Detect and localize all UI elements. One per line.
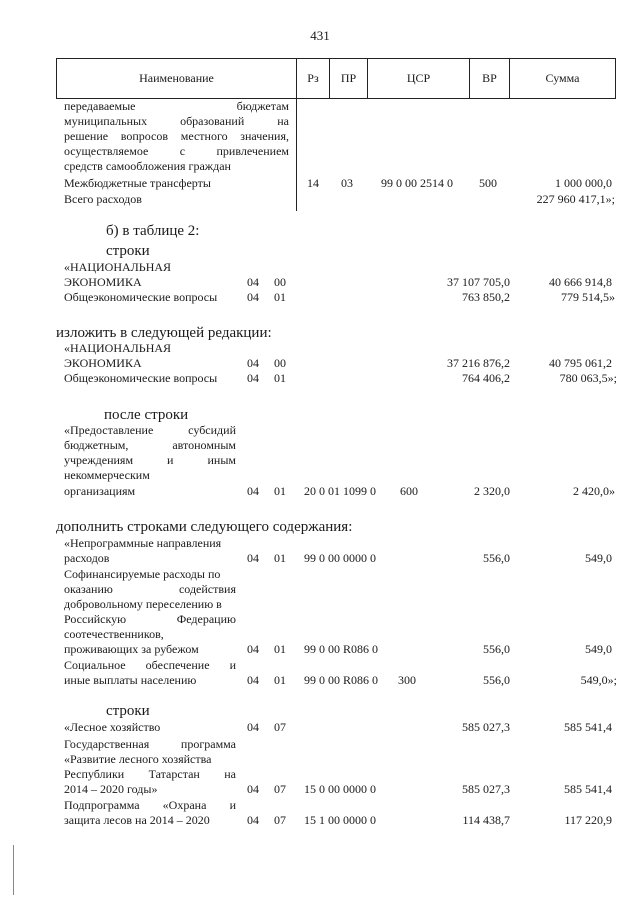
row-sum: 549,0»; [580,673,617,687]
section-label: изложить в следующей редакции: [56,325,272,341]
text-line: муниципальных образований на [64,114,289,128]
text-line: передаваемые бюджетам [64,99,289,113]
row-rz: 04 [247,275,259,289]
text-line: Республики Татарстан на [64,767,236,781]
row-csr: 99 0 00 2514 0 [381,176,453,190]
text-line: осуществляемое с привлечением [64,144,289,158]
text-line: добровольному переселению в [64,597,222,611]
row-sum: 40 795 061,2 [549,356,612,370]
row-name: 2014 – 2020 годы» [64,782,158,796]
row-rz: 04 [247,484,259,498]
row-sum: 585 541,4 [564,720,612,734]
row-name: защита лесов на 2014 – 2020 [64,813,210,827]
text-line: Государственная программа [64,737,236,751]
row-pr: 01 [274,673,286,687]
row-name: проживающих за рубежом [64,642,199,656]
header-name: Наименование [57,59,297,98]
page-number: 431 [310,28,330,43]
table-header [56,58,616,99]
row-sum: 763 850,2 [462,290,510,304]
row-pr: 01 [274,484,286,498]
row-csr: 99 0 00 0000 0 [304,551,376,565]
section-label: после строки [104,407,189,423]
row-rz: 04 [247,813,259,827]
row-rz: 04 [247,356,259,370]
text-line: соотечественников, [64,627,164,641]
text-line: учреждениям и иным [64,453,236,467]
row-sum: 1 000 000,0 [555,176,612,190]
row-sum: 40 666 914,8 [549,275,612,289]
row-sum: 764 406,2 [462,371,510,385]
row-rz: 04 [247,371,259,385]
row-pr: 07 [274,813,286,827]
row-csr: 99 0 00 R086 0 [304,642,379,656]
row-pr: 01 [274,642,286,656]
row-csr: 99 0 00 R086 0 [304,673,379,687]
scan-margin-mark [13,845,14,895]
row-name: «НАЦИОНАЛЬНАЯ [64,341,172,355]
row-name: «Лесное хозяйство [64,720,161,734]
section-label: дополнить строками следующего содержания: [56,519,353,535]
row-rz: 04 [247,673,259,687]
rows-label: строки [106,703,150,719]
row-name: «Непрограммные направления [64,536,222,550]
row-name: Межбюджетные трансферты [64,176,211,190]
text-line: «Развитие лесного хозяйства [64,752,212,766]
text-line: оказанию содействия [64,582,236,596]
row-name: ЭКОНОМИКА [64,356,142,370]
row-sum: 585 027,3 [462,720,510,734]
row-rz: 04 [247,642,259,656]
section-label: б) в таблице 2: [106,223,200,239]
row-sum: 556,0 [483,673,510,687]
row-pr: 03 [341,176,353,190]
row-rz: 04 [247,551,259,565]
row-pr: 07 [274,782,286,796]
row-sum: 585 541,4 [564,782,612,796]
row-csr: 20 0 01 1099 0 [304,484,376,498]
text-line: средств самообложения граждан [64,159,231,173]
row-sum: 117 220,9 [564,813,612,827]
row-sum: 556,0 [483,642,510,656]
text-line: Социальное обеспечение и [64,658,236,672]
row-name: «НАЦИОНАЛЬНАЯ [64,260,172,274]
text-line: Софинансируемые расходы по [64,567,221,581]
text-line: решение вопросов местного значения, [64,129,289,143]
row-sum: 549,0 [585,642,612,656]
row-vr: 600 [400,484,418,498]
row-name: организациям [64,484,136,498]
row-name: ЭКОНОМИКА [64,275,142,289]
row-vr: 300 [398,673,416,687]
row-pr: 01 [274,290,286,304]
row-sum: 779 514,5» [561,290,615,304]
text-line: Подпрограмма «Охрана и [64,798,236,812]
row-vr: 500 [479,176,497,190]
row-rz: 04 [247,720,259,734]
row-name: Общеэкономические вопросы [64,371,218,385]
header-pr: ПР [330,59,368,98]
row-sum: 37 107 705,0 [447,275,510,289]
row-rz: 14 [307,176,319,190]
row-rz: 04 [247,290,259,304]
table-divider [296,98,297,211]
text-line: некоммерческим [64,468,150,482]
row-sum: 114 438,7 [462,813,510,827]
row-sum: 549,0 [585,551,612,565]
header-rz: Рз [297,59,330,98]
row-sum: 37 216 876,2 [447,356,510,370]
row-sum: 780 063,5»; [559,371,617,385]
row-sum: 227 960 417,1»; [536,192,615,206]
row-sum: 2 320,0 [474,484,510,498]
row-sum: 556,0 [483,551,510,565]
row-pr: 00 [274,275,286,289]
row-csr: 15 0 00 0000 0 [304,782,376,796]
header-csr: ЦСР [368,59,470,98]
header-vr: ВР [470,59,510,98]
row-rz: 04 [247,782,259,796]
text-line: Российскую Федерацию [64,612,236,626]
row-csr: 15 1 00 0000 0 [304,813,376,827]
text-line: бюджетным, автономным [64,438,236,452]
row-name: Всего расходов [64,192,142,206]
row-pr: 01 [274,551,286,565]
text-line: «Предоставление субсидий [64,423,236,437]
row-pr: 01 [274,371,286,385]
row-pr: 00 [274,356,286,370]
row-sum: 585 027,3 [462,782,510,796]
row-sum: 2 420,0» [573,484,615,498]
row-name: расходов [64,551,110,565]
header-sum: Сумма [545,71,580,85]
row-pr: 07 [274,720,286,734]
row-name: иные выплаты населению [64,673,197,687]
row-name: Общеэкономические вопросы [64,290,218,304]
rows-label: строки [106,243,150,259]
